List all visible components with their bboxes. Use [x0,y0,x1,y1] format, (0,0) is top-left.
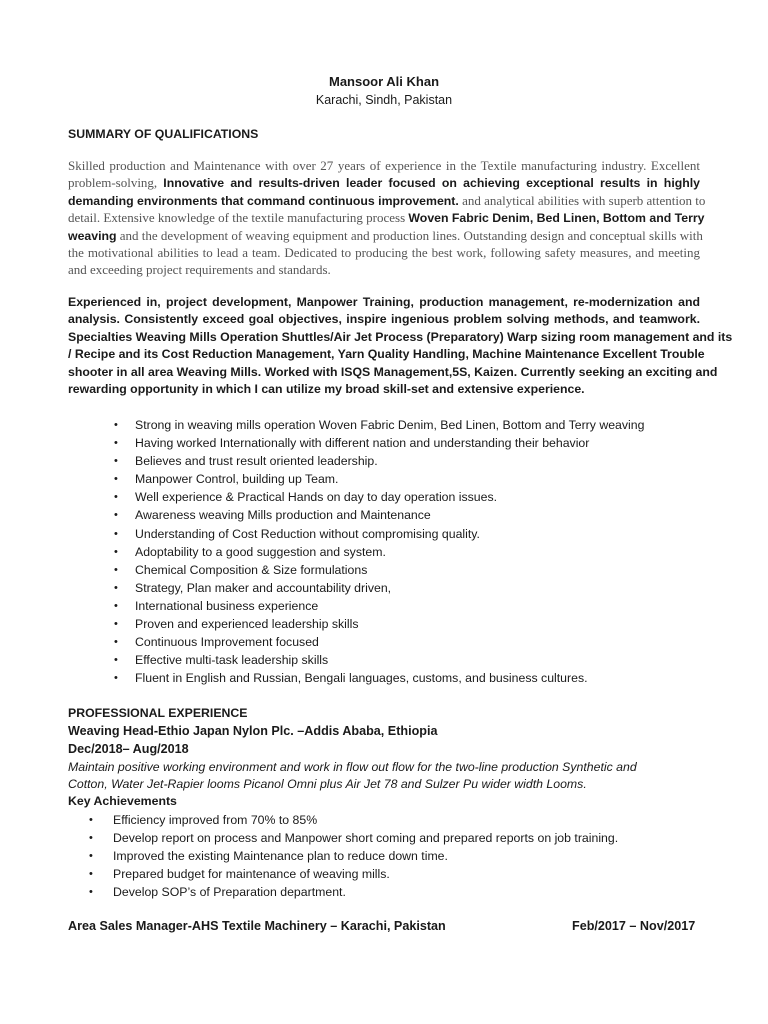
summary-line [68,227,703,244]
bullet-icon: • [89,868,93,881]
achievement-item [90,811,618,829]
skill-item [115,416,644,434]
achievement-item [90,883,618,901]
skill-text: International business experience [135,598,319,613]
bullet-icon: • [114,581,118,594]
bullet-icon: • [114,545,118,558]
summary-paragraph-1 [68,157,706,279]
summary-bold-text: weaving [68,228,117,243]
summary-line: Skilled production and Maintenance with over 27 years of experience in the Textile manufacturing industry. Excellent [68,158,700,173]
key-achievements-heading: Key Achievements [68,794,177,808]
achievement-text: Prepared budget for maintenance of weaving mills. [113,867,390,882]
bullet-icon: • [114,455,118,468]
summary-bold-text: Innovative and results-driven leader focused on achieving exceptional results in highly [163,176,701,191]
summary-line: the motivational abilities to lead a team. Dedicated to producing the best work, following safety measures, and meeting [68,244,700,260]
skill-text: Proven and experienced leadership skills [135,617,359,632]
summary-heading: SUMMARY OF QUALIFICATIONS [68,127,259,141]
skill-text: Strategy, Plan maker and accountability driven, [135,580,392,595]
summary-line [68,209,705,226]
achievement-text: Develop SOP’s of Preparation department. [113,885,346,900]
experience-heading: PROFESSIONAL EXPERIENCE [68,706,248,720]
bullet-icon: • [114,419,118,431]
skill-item [115,488,644,506]
bullet-icon: • [114,509,118,522]
skill-item [115,651,644,669]
achievement-text: Develop report on process and Manpower short coming and prepared reports on job training. [113,831,619,846]
summary-line: / Recipe and its Cost Reduction Management, Yarn Quality Handling, Machine Maintenance Excellent Trouble [68,347,705,362]
bullet-icon: • [114,599,118,612]
achievement-item [90,847,618,865]
bullet-icon: • [114,473,118,486]
skill-text: Adoptability to a good suggestion and system. [135,544,386,559]
skill-text: Fluent in English and Russian, Bengali languages, customs, and business cultures. [135,671,588,686]
skill-text: Strong in weaving mills operation Woven Fabric Denim, Bed Linen, Bottom and Terry weaving [135,418,645,432]
skill-text: Believes and trust result oriented leadership. [135,454,378,469]
bullet-icon: • [89,832,93,845]
bullet-icon: • [114,527,118,540]
job-2-dates: Feb/2017 – Nov/2017 [572,919,696,933]
job-1-title: Weaving Head-Ethio Japan Nylon Plc. –Addis Ababa, Ethiopia [68,724,438,738]
achievement-text: Efficiency improved from 70% to 85% [113,813,318,827]
job-1-dates: Dec/2018– Aug/2018 [68,742,189,756]
bullet-icon: • [89,886,93,899]
achievement-text: Improved the existing Maintenance plan to reduce down time. [113,849,448,864]
skill-item [115,543,644,561]
candidate-name: Mansoor Ali Khan [328,74,440,89]
bullet-icon: • [114,672,118,685]
summary-bold-text: demanding environments that command continuous improvement. [68,193,459,208]
summary-text: and analytical abilities with superb attention to [462,192,706,208]
summary-text: detail. Extensive knowledge of the textile manufacturing process [68,210,406,226]
summary-text: problem-solving, [68,175,158,191]
candidate-location: Karachi, Sindh, Pakistan [315,93,453,107]
bullet-icon: • [114,491,118,504]
skill-item [115,525,644,543]
summary-line [68,192,706,209]
skill-item [115,561,644,579]
skill-item [115,434,644,452]
bullet-icon: • [89,850,93,863]
skill-item [115,597,644,615]
summary-bold-text: Woven Fabric Denim, Bed Linen, Bottom and Terry [408,211,705,226]
bullet-icon: • [114,654,118,667]
bullet-icon: • [114,618,118,631]
skill-item [115,452,644,470]
skill-text: Effective multi-task leadership skills [135,653,329,668]
summary-line: shooter in all area Weaving Mills. Worked with ISQS Management,5S, Kaizen. Currently seeking an exciting and [68,364,718,379]
skill-item [115,579,644,597]
skills-list [115,416,644,687]
skill-text: Continuous Improvement focused [135,635,319,650]
skill-item [115,470,644,488]
summary-paragraph-2 [68,294,733,398]
summary-line: Specialties Weaving Mills Operation Shuttles/Air Jet Process (Preparatory) Warp sizing room management and its [68,329,733,344]
summary-line: analysis. Consistently exceed goal objectives, inspire ingenious problem solving methods, and teamwork. [68,312,700,327]
achievement-item [90,829,618,847]
bullet-icon: • [114,636,118,649]
skill-text: Well experience & Practical Hands on day to day operation issues. [135,490,498,505]
achievements-list [90,811,618,901]
job-1-description: Maintain positive working environment and work in flow out flow for the two-line production Synthetic and [68,760,637,774]
skill-item [115,615,644,633]
summary-line: Experienced in, project development, Manpower Training, production management, re-modernization and [68,295,700,309]
skill-item [115,633,644,651]
job-2-title: Area Sales Manager-AHS Textile Machinery – Karachi, Pakistan [68,919,446,933]
skill-item [115,669,644,687]
job-1-description: Cotton, Water Jet-Rapier looms Picanol Omni plus Air Jet 78 and Sulzer Pu wider width Looms. [68,777,587,791]
summary-text: and the development of weaving equipment and production lines. Outstanding design and conceptual skills with [119,227,703,243]
summary-line [68,174,700,191]
bullet-icon: • [89,814,93,826]
skill-text: Awareness weaving Mills production and Maintenance [135,508,431,523]
bullet-icon: • [114,437,118,450]
skill-text: Chemical Composition & Size formulations [135,562,368,577]
skill-text: Having worked Internationally with different nation and understanding their behavior [135,436,590,451]
achievement-item [90,865,618,883]
summary-line: rewarding opportunity in which I can utilize my broad skill-set and extensive experience. [68,381,585,396]
summary-line: and exceeding project requirements and standards. [68,262,331,278]
skill-text: Understanding of Cost Reduction without compromising quality. [135,526,480,541]
skill-text: Manpower Control, building up Team. [135,472,339,487]
bullet-icon: • [114,563,118,576]
skill-item [115,506,644,524]
